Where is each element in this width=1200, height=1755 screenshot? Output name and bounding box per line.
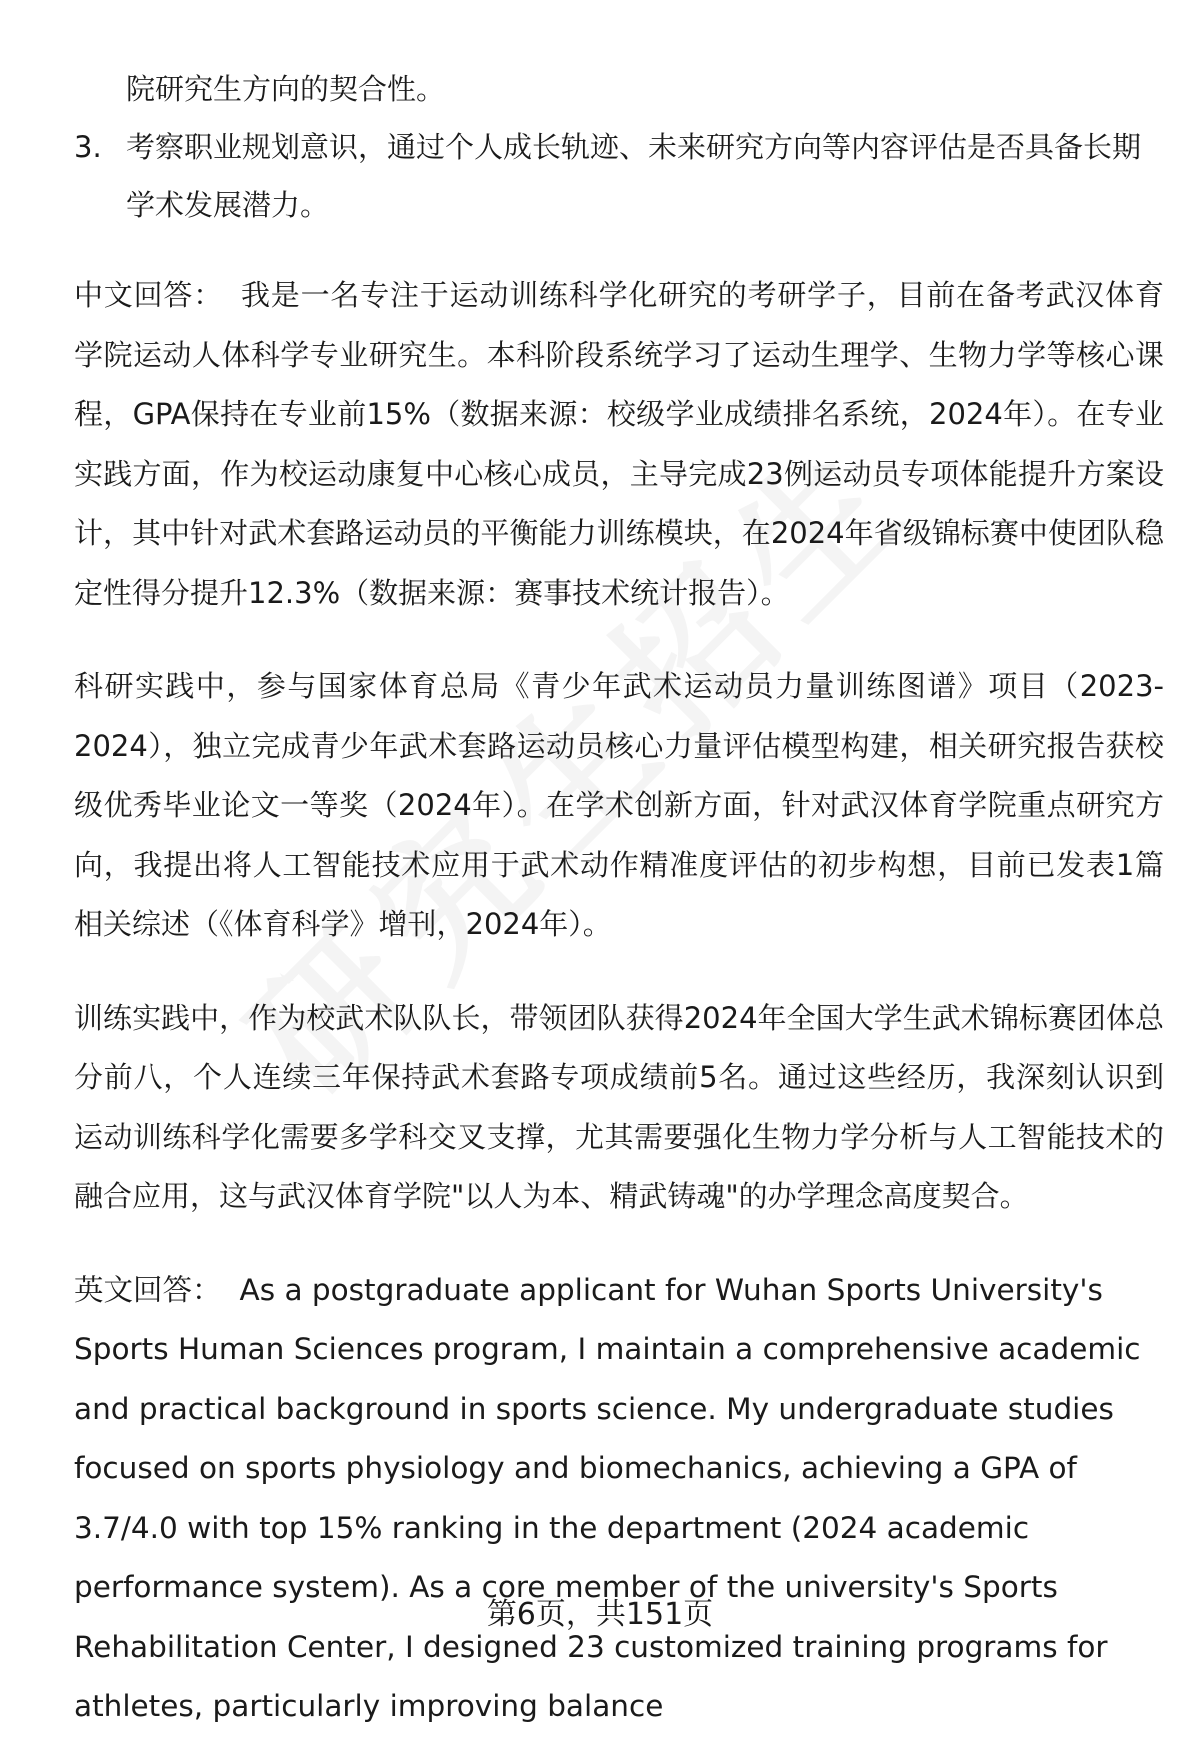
chinese-answer-label: 中文回答： xyxy=(74,278,223,312)
page-number-footer: 第6页，共151页 xyxy=(486,1597,714,1632)
english-answer-paragraph xyxy=(74,1261,1164,1737)
english-answer-label: 英文回答： xyxy=(74,1272,222,1307)
page-content xyxy=(74,60,1164,1737)
list-item-3 xyxy=(74,118,1164,234)
list-item-continuation: 院研究生方向的契合性。 xyxy=(126,72,446,106)
chinese-answer-text-1: 我是一名专注于运动训练科学化研究的考研学子，目前在备考武汉体育学院运动人体科学专业研究生。本科阶段系统学习了运动生理学、生物力学等核心课程，GPA保持在专业前15%（数据来源：校级学业成绩排名系统，2024年）。在专业实践方面，作为校运动康复中心核心成员，主导完成23例运动员专项体能提升方案设计，其中针对武术套路运动员的平衡能力训练模块，在2024年省级锦标赛中使团队稳定性得分提升12.3%（数据来源：赛事技术统计报告）。 xyxy=(74,278,1164,610)
chinese-answer-paragraph-1 xyxy=(74,266,1164,623)
chinese-answer-paragraph-2: 科研实践中，参与国家体育总局《青少年武术运动员力量训练图谱》项目（2023-2024），独立完成青少年武术套路运动员核心力量评估模型构建，相关研究报告获校级优秀毕业论文一等奖（2024年）。在学术创新方面，针对武汉体育学院重点研究方向，我提出将人工智能技术应用于武术动作精准度评估的初步构想，目前已发表1篇相关综述（《体育科学》增刊，2024年）。 xyxy=(74,669,1164,941)
list-text: 考察职业规划意识，通过个人成长轨迹、未来研究方向等内容评估是否具备长期学术发展潜力。 xyxy=(126,130,1142,222)
english-answer-text: As a postgraduate applicant for Wuhan Sports University's Sports Human Sciences program, I maintain a comprehensive academic and practical background in sports science. My undergraduate studies focused on sports physiology and biomechanics, achieving a GPA of 3.7/4.0 with top 15% ranking in the department (2024 academic performance system). As a core member of the university's Sports Rehabilitation Center, I designed 23 customized training programs for athletes, particularly improving balance xyxy=(74,1272,1141,1723)
chinese-answer-paragraph-3: 训练实践中，作为校武术队队长，带领团队获得2024年全国大学生武术锦标赛团体总分前八，个人连续三年保持武术套路专项成绩前5名。通过这些经历，我深刻认识到运动训练科学化需要多学科交叉支撑，尤其需要强化生物力学分析与人工智能技术的融合应用，这与武汉体育学院"以人为本、精武铸魂"的办学理念高度契合。 xyxy=(74,1000,1164,1213)
list-number: 3. xyxy=(74,130,102,164)
